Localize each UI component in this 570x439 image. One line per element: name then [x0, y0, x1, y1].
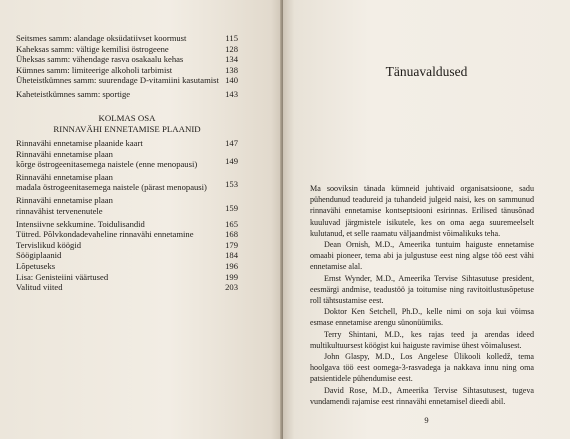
toc-entry-title: kõrge östrogeenitasemega naistele (enne menopausi)	[16, 158, 198, 169]
toc-entry-page: 184	[225, 250, 238, 261]
toc-entry-page: 143	[225, 88, 238, 99]
toc-entry-title: Kaheksas samm: vältige kemilisi östrogeene	[16, 43, 169, 54]
toc-entry-title: Kaheteistkümnes samm: sportige	[16, 88, 131, 99]
toc-entry-title: Lõpetuseks	[16, 260, 56, 271]
toc-entry-page: 138	[225, 64, 238, 75]
page-number: 9	[424, 415, 429, 425]
toc-entry	[16, 33, 238, 43]
right-page	[283, 0, 570, 439]
toc-entry-title: Seitsmes samm: alandage oksüdatiivset koormust	[16, 33, 187, 43]
paragraph: David Rose, M.D., Ameerika Tervise Sihtasutusest, tugeva vundamendi rajamise eest rinnavähi ennetamisel dieedi abil.	[310, 385, 534, 406]
toc-entry	[16, 229, 238, 239]
toc-entry	[16, 219, 238, 229]
toc-entry-page: 165	[225, 218, 238, 229]
part-heading: KOLMAS OSA	[98, 113, 156, 123]
paragraph: Dean Ornish, M.D., Ameerika tuntuim haiguste ennetamise omaabi pioneer, tema abi ja julgustuse eest ning algse töö eest vähi ennetamise alal.	[310, 240, 534, 272]
toc-entry-page: 153	[225, 179, 238, 190]
toc-entry-page: 168	[225, 229, 238, 240]
toc-entry	[16, 44, 238, 54]
acknowledgements-text	[310, 183, 534, 407]
toc-entry-title: Üheteistkümnes samm: suurendage D-vitamiini kasutamist	[16, 75, 219, 85]
toc-entry	[16, 282, 238, 292]
toc-entry-title: Üheksas samm: vähendage rasva osakaalu kehas	[16, 54, 184, 64]
paragraph: Ma sooviksin tänada kümneid juhtivaid organisatsioone, sadu pühendunud teadureid ja tuhandeid julgeid naisi, kes on sammunud rinnavähi ennetamise kontseptsiooni esirinnas. Erilised tänusõnad kuuluvad järgmistele isikutele, kes on oma aega suuremeelselt kulutanud, et selle raamatu väljaandmist võimalikuks teha.	[310, 184, 534, 238]
toc-entry	[16, 261, 238, 271]
paragraph: Ernst Wynder, M.D., Ameerika Tervise Sihtasutuse president, eesmärgi andmise, teadustöö ja toitumise ning ravitoitlustusõpetuse roll tähtsustamise eest.	[310, 273, 534, 306]
toc-entry-title: Rinnavähi ennetamise plaan	[16, 148, 113, 159]
toc-entry-page: 128	[225, 43, 238, 54]
toc-entry-page: 149	[225, 155, 238, 166]
toc-entry-page: 203	[225, 282, 238, 293]
toc-entry-page: 179	[225, 239, 238, 250]
toc-entry	[16, 65, 238, 75]
toc-entry-title: Tütred. Põlvkondadevaheline rinnavähi ennetamine	[16, 229, 194, 240]
toc-entry	[16, 250, 238, 260]
toc-entry	[16, 172, 238, 193]
paragraph: Terry Shintani, M.D., kes rajas teed ja arendas ideed multikultuursest köögist kui haiguste ravimise ühest võimalusest.	[310, 329, 534, 350]
left-page	[0, 0, 282, 439]
toc-entry-title: Intensiivne sekkumine. Toidulisandid	[16, 218, 145, 229]
toc-entry-page: 199	[225, 271, 238, 282]
toc-entry-page: 147	[225, 138, 238, 148]
toc-entry	[16, 149, 238, 170]
toc-entry	[16, 75, 238, 85]
toc-entry-page: 134	[225, 54, 238, 64]
toc-entry-title: madala östrogeenitasemega naistele (pärast menopausi)	[16, 182, 207, 193]
paragraph: Doktor Ken Setchell, Ph.D., kelle nimi on soja kui võimsa esmase ennetamise arengu sünonüümiks.	[310, 307, 534, 328]
paragraph: John Glaspy, M.D., Los Angelese Ülikooli kolledž, tema hoolgava töö eest oomega-3-rasvadega ja nakkava innu ning oma patsientidele pühendumise eest.	[310, 352, 534, 384]
toc-entry-title: Tervislikud köögid	[16, 239, 82, 250]
toc-entry	[16, 138, 238, 148]
toc-entry-page: 159	[225, 202, 238, 213]
part-subheading: RINNAVÄHI ENNETAMISE PLAANID	[53, 124, 201, 134]
toc-entry-page: 196	[225, 260, 238, 271]
toc-entry-title: Rinnavähi ennetamise plaan	[16, 171, 113, 182]
toc-entry-title: Rinnavähi ennetamise plaanide kaart	[16, 138, 143, 148]
toc-entry-title: rinnavähist tervenenutele	[16, 205, 103, 216]
toc-entry-page: 115	[225, 33, 238, 43]
toc-entry-title: Lisa: Genisteiini väärtused	[16, 271, 109, 282]
toc-entry-title: Valitud viited	[16, 282, 63, 293]
toc-entry	[16, 240, 238, 250]
toc-entry-title: Rinnavähi ennetamise plaan	[16, 195, 113, 206]
toc-entry	[16, 195, 238, 216]
toc-entry	[16, 272, 238, 282]
toc-entry	[16, 89, 238, 99]
toc-entry-title: Söögiplaanid	[16, 250, 62, 261]
page-title: Tänuavaldused	[385, 64, 468, 79]
toc-entry-page: 140	[225, 75, 238, 85]
toc-entry-title: Kümnes samm: limiteerige alkoholi tarbimist	[16, 64, 173, 75]
toc-entry	[16, 54, 238, 64]
